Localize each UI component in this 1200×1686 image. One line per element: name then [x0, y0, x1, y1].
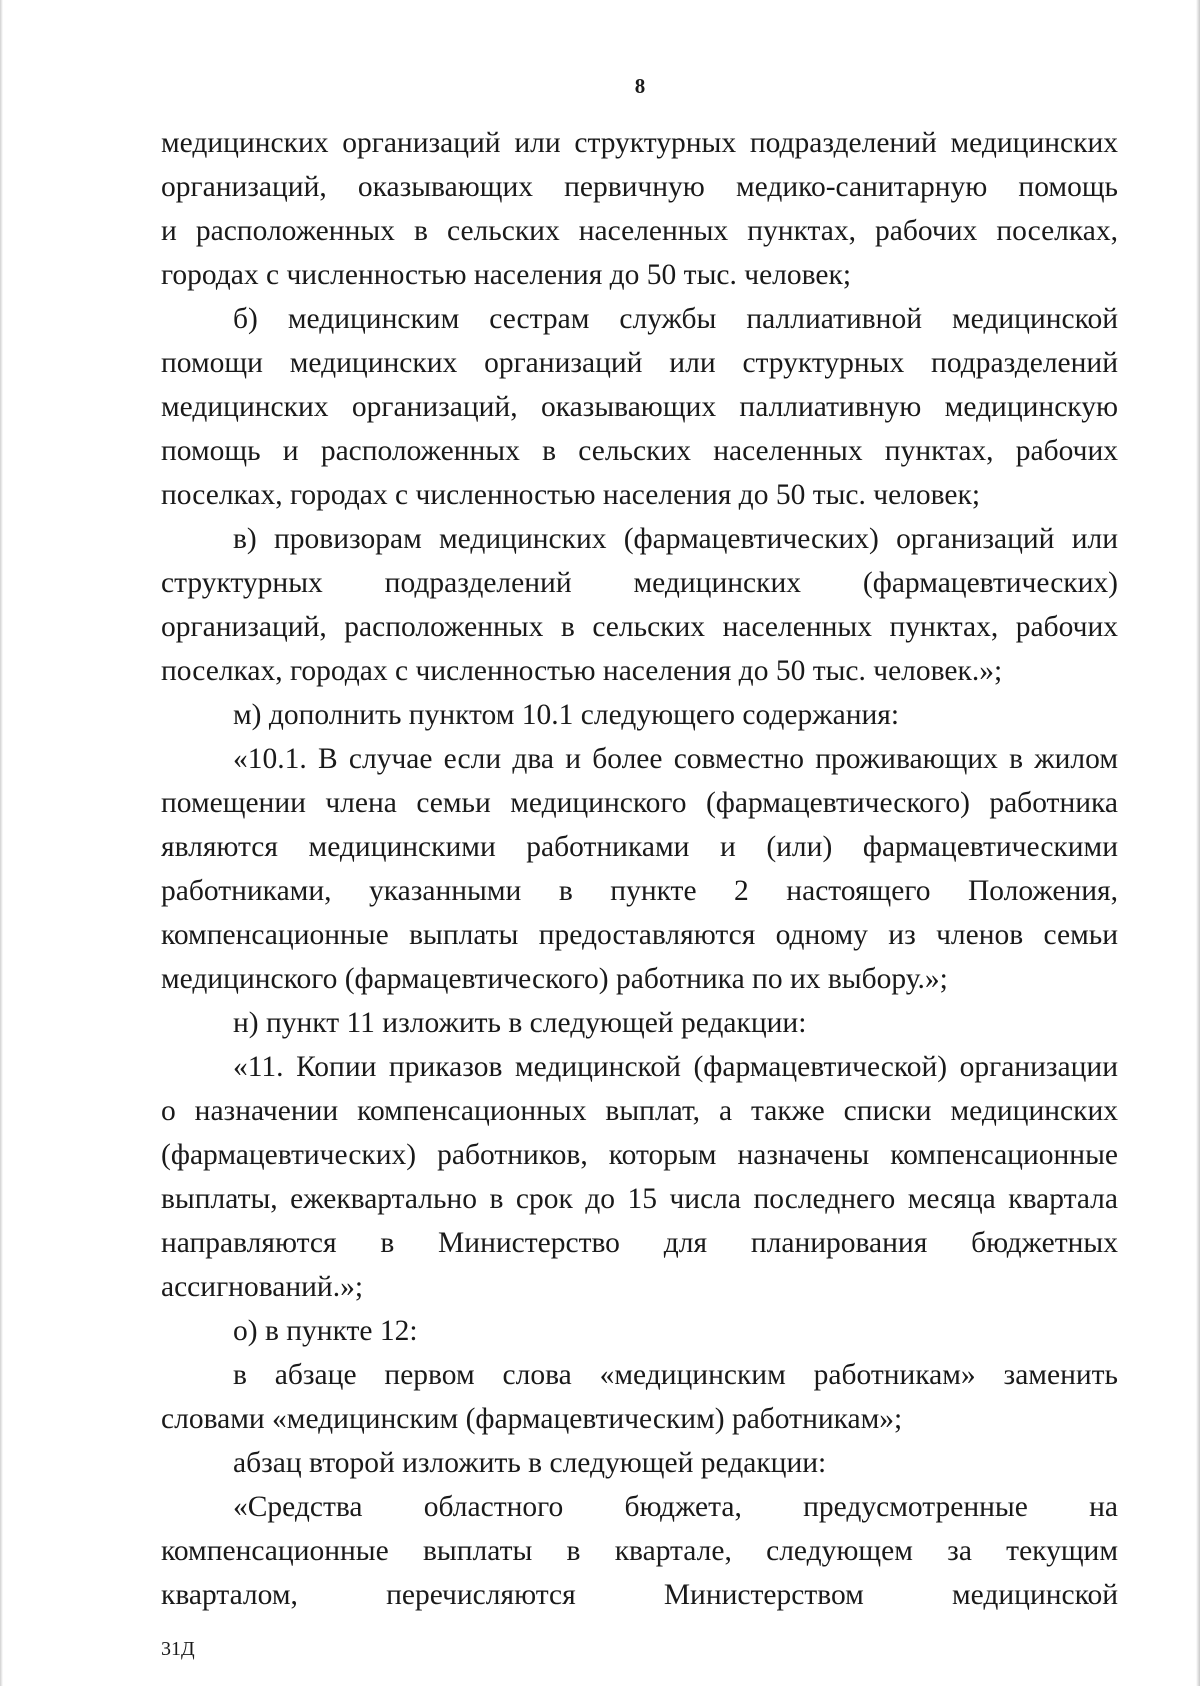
text-line: в абзаце первом слова «медицинским работникам» заменить	[233, 1359, 1118, 1391]
paragraph	[161, 1309, 1118, 1353]
paragraph	[161, 1485, 1118, 1617]
text-line: (фармацевтических) работников, которым назначены компенсационные	[161, 1139, 1118, 1171]
text-line: в) провизорам медицинских (фармацевтических) организаций или	[233, 523, 1118, 555]
paragraph	[161, 517, 1118, 693]
paragraph	[161, 737, 1118, 1001]
scan-edge-left	[0, 0, 3, 1686]
text-line: организаций, оказывающих первичную медико-санитарную помощь	[161, 171, 1118, 203]
paragraph	[161, 297, 1118, 517]
text-line: кварталом, перечисляются Министерством медицинской	[161, 1579, 1118, 1611]
paragraph	[161, 1045, 1118, 1309]
text-line: н) пункт 11 изложить в следующей редакции:	[233, 1007, 807, 1039]
text-line: работниками, указанными в пункте 2 настоящего Положения,	[161, 875, 1118, 907]
text-line: городах с численностью населения до 50 тыс. человек;	[161, 259, 852, 291]
text-line: «11. Копии приказов медицинской (фармацевтической) организации	[233, 1051, 1118, 1083]
text-line: выплаты, ежеквартально в срок до 15 числа последнего месяца квартала	[161, 1183, 1118, 1215]
text-line: медицинского (фармацевтического) работника по их выбору.»;	[161, 963, 948, 995]
text-line: о назначении компенсационных выплат, а также списки медицинских	[161, 1095, 1118, 1127]
paragraph	[161, 1353, 1118, 1441]
text-line: поселках, городах с численностью населения до 50 тыс. человек;	[161, 479, 981, 511]
page-number: 8	[634, 74, 646, 98]
paragraph	[161, 1001, 1118, 1045]
text-line: абзац второй изложить в следующей редакции:	[233, 1447, 827, 1479]
text-line: поселках, городах с численностью населения до 50 тыс. человек.»;	[161, 655, 1003, 687]
paragraph	[161, 693, 1118, 737]
text-line: являются медицинскими работниками и (или) фармацевтическими	[161, 831, 1118, 863]
paragraph	[161, 1441, 1118, 1485]
scan-edge-right	[1196, 0, 1200, 1686]
text-line: организаций, расположенных в сельских населенных пунктах, рабочих	[161, 611, 1118, 643]
text-line: о) в пункте 12:	[233, 1315, 418, 1347]
text-line: ассигнований.»;	[161, 1271, 364, 1303]
text-line: медицинских организаций или структурных подразделений медицинских	[161, 127, 1118, 159]
text-line: медицинских организаций, оказывающих паллиативную медицинскую	[161, 391, 1118, 423]
text-line: «10.1. В случае если два и более совместно проживающих в жилом	[233, 743, 1118, 775]
text-line: и расположенных в сельских населенных пунктах, рабочих поселках,	[161, 215, 1118, 247]
text-line: м) дополнить пунктом 10.1 следующего содержания:	[233, 699, 900, 731]
text-line: компенсационные выплаты в квартале, следующем за текущим	[161, 1535, 1118, 1567]
text-line: компенсационные выплаты предоставляются одному из членов семьи	[161, 919, 1118, 951]
text-line: направляются в Министерство для планирования бюджетных	[161, 1227, 1118, 1259]
text-line: словами «медицинским (фармацевтическим) работникам»;	[161, 1403, 903, 1435]
text-line: «Средства областного бюджета, предусмотренные на	[233, 1491, 1118, 1523]
footer-document-code: 31Д	[161, 1638, 195, 1660]
text-line: помещении члена семьи медицинского (фармацевтического) работника	[161, 787, 1118, 819]
paragraph	[161, 121, 1118, 297]
text-line: помощи медицинских организаций или структурных подразделений	[161, 347, 1118, 379]
document-body	[161, 121, 1118, 1617]
text-line: помощь и расположенных в сельских населенных пунктах, рабочих	[161, 435, 1118, 467]
text-line: структурных подразделений медицинских (фармацевтических)	[161, 567, 1118, 599]
text-line: б) медицинским сестрам службы паллиативной медицинской	[233, 303, 1118, 335]
